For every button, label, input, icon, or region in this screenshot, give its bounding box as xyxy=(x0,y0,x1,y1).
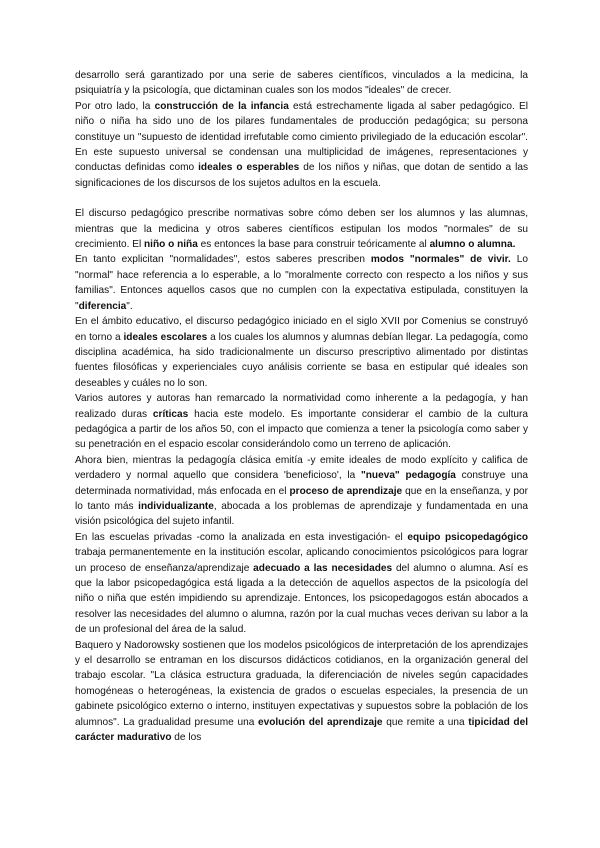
document-body xyxy=(75,68,528,745)
text-run: Por otro lado, la xyxy=(75,100,155,112)
text-run: de los niños y niñas, que dotan de sentido a las significaciones de los discursos de los sujetos adultos en la escuela. xyxy=(75,162,528,189)
paragraph xyxy=(75,99,528,191)
text-run: desarrollo será garantizado por una serie de saberes científicos, vinculados a la medicina, la psiquiatría y la psicología, que dictaminan cuales son los modos "ideales" de crecer. xyxy=(75,70,528,97)
text-run: En tanto explicitan "normalidades", estos saberes prescriben xyxy=(75,254,371,266)
bold-text-run: diferencia xyxy=(78,300,127,312)
bold-text-run: niño o niña xyxy=(144,239,198,251)
text-run: está estrechamente ligada al saber pedagógico. El niño o niña ha sido uno de los pilares fundamentales de producción pedagógica; su persona constituye un "supuesto de identidad irrefutable como cimiento privilegiado de la educación escolar". En este supuesto universal se condensan una multiplicidad de imágenes, representaciones y conductas definidas como xyxy=(75,100,528,174)
bold-text-run: construcción de la infancia xyxy=(154,100,289,112)
text-run: que en la enseñanza, y por lo tanto más xyxy=(75,485,528,512)
text-run: hacia este modelo. Es importante considerar el cambio de la cultura pedagógica a partir de los años 50, con el impacto que comienza a tener la psicología como saber y su penetración en el espacio escolar considerándolo como un terreno de aplicación. xyxy=(75,408,528,451)
bold-text-run: equipo psicopedagógico xyxy=(407,531,528,543)
paragraph xyxy=(75,391,528,453)
text-run: es entonces la base para construir teóricamente al xyxy=(197,239,430,251)
paragraph xyxy=(75,206,528,252)
text-run: a los cuales los alumnos y alumnas debían llegar. La pedagogía, como disciplina académica, ha sido tradicionalmente un discurso prescriptivo alimentado por distintas fuentes filosóficas y experienciales cuyo análisis corriente se basa en estipular qué ideales son deseables y cuáles no lo son. xyxy=(75,331,528,389)
bold-text-run: evolución del aprendizaje xyxy=(257,716,383,728)
text-run: de los xyxy=(171,732,202,744)
bold-text-run: adecuado a las necesidades xyxy=(253,562,393,574)
bold-text-run: modos "normales" de vivir. xyxy=(370,254,511,266)
bold-text-run: ideales escolares xyxy=(123,331,208,343)
text-run: El discurso pedagógico prescribe normativas sobre cómo deben ser los alumnos y las alumnas, mientras que la medicina y otros saberes científicos estipulan los modos "normales" de su crecimiento. El xyxy=(75,208,528,251)
bold-text-run: individualizante xyxy=(138,500,214,512)
text-run: del alumno o alumna. Así es que la labor psicopedagógica está ligada a la detección de aquellos aspectos de la psicología del niño o niña que estén impidiendo su aprendizaje. Entonces, los psicopedagogos están abocados a resolver las necesidades del alumno o alumna, razón por la cual muchas veces derivan su labor a la de un profesional del área de la salud. xyxy=(75,562,528,636)
text-run: construye una determinada normatividad, más enfocada en el xyxy=(75,470,528,497)
paragraph xyxy=(75,252,528,314)
paragraph xyxy=(75,314,528,391)
text-run: , abocada a los problemas de aprendizaje y fundamentada en una visión psicológica del sujeto infantil. xyxy=(75,500,528,528)
text-run: Lo "normal" hace referencia a lo esperable, a lo "moralmente correcto con respecto a los niños y sus familias". Entonces aquellos casos que no cumplen con la expectativa estipulada, constituyen la " xyxy=(75,254,528,312)
text-run: Ahora bien, mientras la pedagogía clásica emitía -y emite ideales de modo explícito y califica de verdadero y normal aquello que considera 'beneficioso', la xyxy=(75,454,528,482)
text-run: En el ámbito educativo, el discurso pedagógico iniciado en el siglo XVII por Comenius se construyó en torno a xyxy=(75,316,528,343)
bold-text-run: ideales o esperables xyxy=(198,162,300,174)
text-run: que remite a una xyxy=(382,716,469,728)
paragraph xyxy=(75,68,528,99)
paragraph xyxy=(75,638,528,746)
text-run: trabaja permanentemente en la institución escolar, aplicando conocimientos psicológicos para lograr un proceso de enseñanza/aprendizaje xyxy=(75,547,528,574)
text-run: En las escuelas privadas -como la analizada en esta investigación- el xyxy=(75,531,408,543)
paragraph xyxy=(75,530,528,638)
bold-text-run: tipicidad del carácter madurativo xyxy=(75,716,528,744)
bold-text-run: alumno o alumna. xyxy=(429,239,516,251)
bold-text-run: críticas xyxy=(152,408,189,420)
text-run: ". xyxy=(126,300,133,312)
bold-text-run: proceso de aprendizaje xyxy=(289,485,403,497)
text-run: Varios autores y autoras han remarcado la normatividad como inherente a la pedagogía, y han realizado duras xyxy=(75,393,528,420)
paragraph xyxy=(75,453,528,530)
bold-text-run: "nueva" pedagogía xyxy=(360,470,456,482)
text-run: Baquero y Nadorowsky sostienen que los modelos psicológicos de interpretación de los aprendizajes y el desarrollo se entraman en los discursos didácticos cotidianos, en la organización general del trabajo escolar. "La clásica estructura graduada, la diferenciación de niveles según capacidades homogéneas o heterogéneas, la existencia de grados o escuelas especiales, la presencia de un gabinete psicológico externo o interno, instituyen expectativas y supuestos sobre la población de los alumnos". La gradualidad presume una xyxy=(75,639,528,728)
